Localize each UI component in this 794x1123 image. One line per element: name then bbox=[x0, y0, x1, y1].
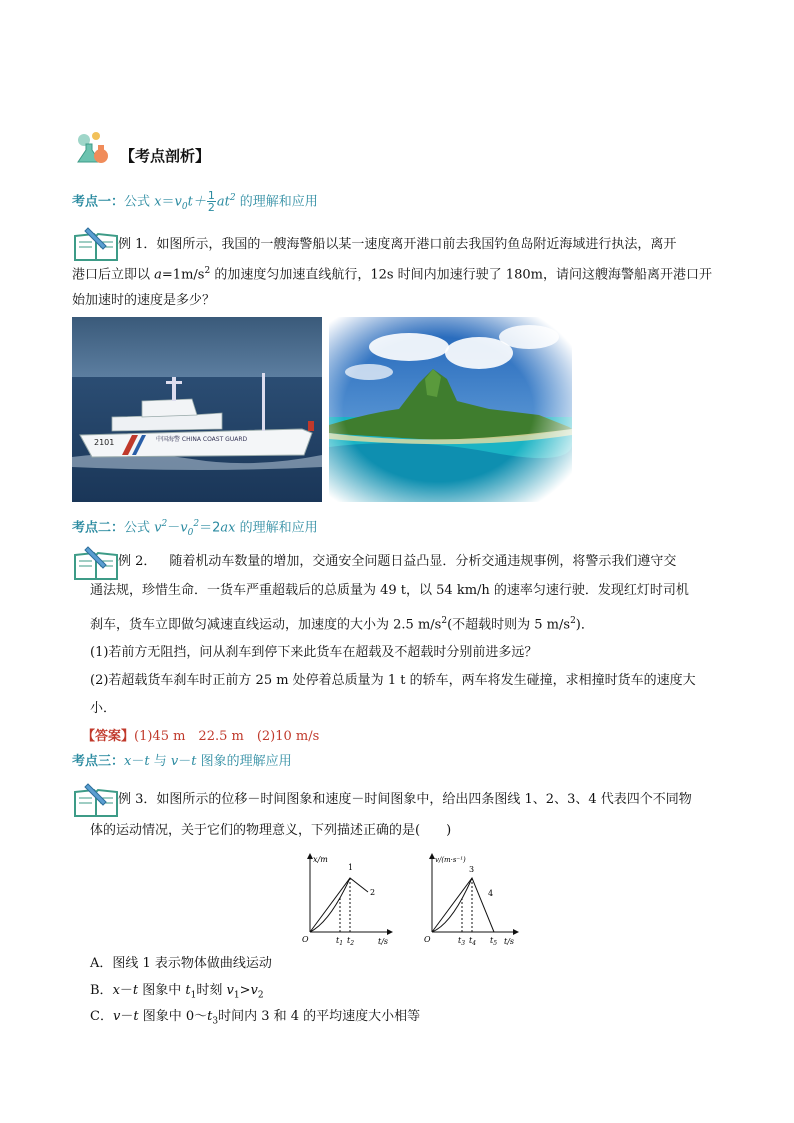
xt-origin: O bbox=[302, 935, 309, 944]
section-title: 【考点剖析】 bbox=[120, 147, 211, 165]
vt-origin: O bbox=[424, 935, 431, 944]
vt-xlabel: t/s bbox=[504, 937, 515, 946]
island-photo bbox=[329, 317, 572, 502]
coast-guard-ship-photo bbox=[72, 317, 322, 502]
vt-line-4 bbox=[432, 878, 494, 932]
example-3-text: 例 3．如图所示的位移－时间图象和速度－时间图象中，给出四条图线 1、2、3、4 代表四个不同物 体的运动情况，关于它们的物理意义，下列描述正确的是( ) bbox=[90, 792, 692, 838]
svg-text:t5: $t_5$ bbox=[490, 936, 498, 947]
vt-line-3-label: 3 bbox=[469, 865, 475, 874]
svg-text:t2: $t_2$ bbox=[347, 936, 355, 947]
xt-line-2-label: 2 bbox=[370, 888, 376, 897]
option-a: A．图线 1 表示物体做曲线运动 bbox=[90, 956, 272, 971]
hull-number: 2101 bbox=[94, 438, 115, 447]
answer: 【答案】(1)45 m 22.5 m (2)10 m/s bbox=[82, 729, 320, 745]
xt-graph bbox=[296, 850, 396, 950]
xt-ylabel: x/m bbox=[313, 855, 328, 864]
kaodian-1-heading: 考点一：公式 $x=v_0t+$ $\frac{1}{2}$ $at^2$ 的理解和应用 bbox=[72, 189, 318, 215]
svg-text:t1: $t_1$ bbox=[336, 936, 344, 947]
option-c: C．v－t 图象中 $0\sim t_3$时间内 3 和 4 的平均速度大小相等 bbox=[90, 1009, 421, 1027]
vt-ylabel: v/(m·s⁻¹) bbox=[435, 856, 466, 864]
kaodian-2-heading: 考点二：公式 $v^2-v_0^2=2ax$ 的理解和应用 bbox=[72, 519, 318, 538]
vt-graph bbox=[418, 850, 522, 950]
hull-text: 中国海警 CHINA COAST GUARD bbox=[156, 436, 248, 443]
kaodian-3-heading: 考点三：x－t 与 v－t 图象的理解应用 bbox=[72, 754, 292, 769]
vt-line-4-label: 4 bbox=[488, 889, 494, 898]
xt-line-2 bbox=[310, 878, 368, 932]
example-1-text: 例 1．如图所示，我国的一艘海警船以某一速度离开港口前去我国钓鱼岛附近海域进行执法，离开 港口后立即以 $a=1m/s^2$ 的加速度匀加速直线航行，12s 时间内加速行驶了 180m，请问这艘海警船离开港口开 始加速时的速度是多少？ bbox=[72, 237, 712, 309]
xt-xlabel: t/s bbox=[378, 937, 389, 946]
example-2-text: 例 2． 随着机动车数量的增加，交通安全问题日益凸显．分析交通违规事例，将警示我们遵守交 通法规，珍惜生命．一货车严重超载后的总质量为 49 t，以 54 km/h 的速率匀速行驶．发现红灯时司机 刹车，货车立即做匀减速直线运动，加速度的大小为 2.5 $m/s^2$(不超载时则为 5 $m/s^2$)． (1)若前方无阻挡，问从刹车到停下来此货车在超载及不超载时分别前进多远？ (2)若超载货车刹车时正前方 25 m 处停着总质量为 1 t 的轿车，两车将发生碰撞，求相撞时货车的速度大 小． 【答案】(1)45 m 22.5 m (2)10 m/s bbox=[72, 548, 742, 752]
option-b: B．x－t 图象中 $t_1$时刻 $v_1>v_2$ bbox=[90, 983, 264, 1001]
flask-icon bbox=[74, 130, 114, 166]
svg-text:t3: $t_3$ bbox=[458, 936, 466, 947]
xt-line-1-label: 1 bbox=[348, 863, 354, 872]
svg-text:t4: $t_4$ bbox=[469, 936, 477, 947]
